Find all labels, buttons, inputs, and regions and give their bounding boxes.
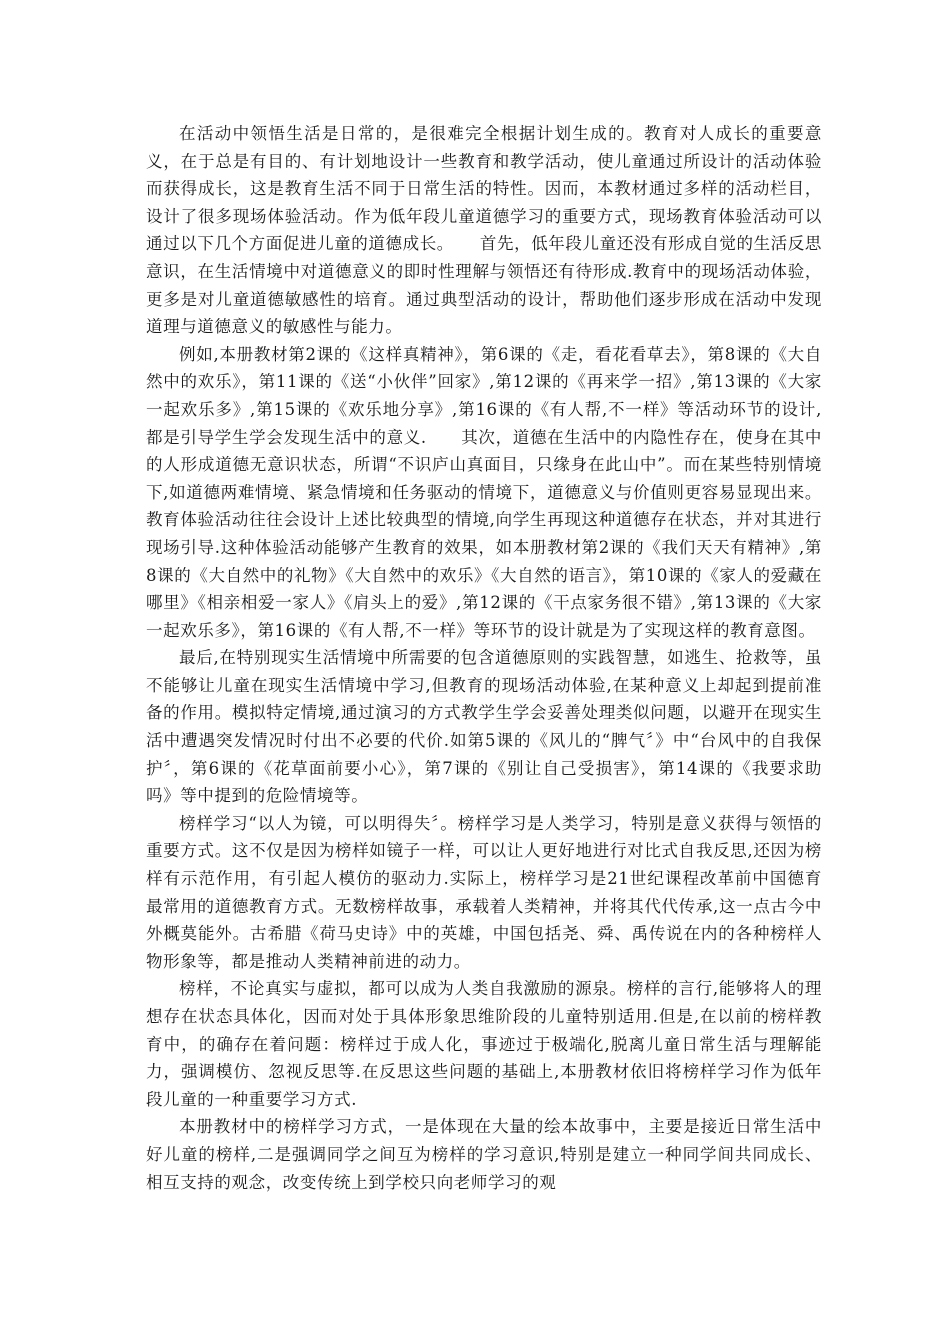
paragraph-practical-wisdom: 最后,在特别现实生活情境中所需要的包含道德原则的实践智慧，如逃生、抢救等，虽不能够让儿童在现实生活情境中学习,但教育的现场活动体验,在某种意义上却起到提前准备的作用。模拟特定情境,通过演习的方式教学生学会妥善处理类似问题，以避开在现实生活中遭遇突发情况时付出不必要的代价.如第5课的《风儿的“脾气〞》中“台风中的自我保护〞，第6课的《花草面前要小心》，第7课的《别让自己受损害》，第14课的《我要求助吗》等中提到的危险情境等。 [146,648,822,806]
paragraph-textbook-role-models: 本册教材中的榜样学习方式，一是体现在大量的绘本故事中，主要是接近日常生活中好儿童的榜样,二是强调同学之间互为榜样的学习意识,特别是建立一种同学间共同成长、相互支持的观念，改变传统上到学校只向老师学习的观 [146,1117,822,1192]
document-body [146,120,822,1196]
paragraph-examples-lessons: 例如,本册教材第2课的《这样真精神》，第6课的《走，看花看草去》，第8课的《大自然中的欢乐》，第11课的《送“小伙伴”回家》,第12课的《再来学一招》,第13课的《大家一起欢乐多》,第15课的《欢乐地分享》,第16课的《有人帮,不一样》等活动环节的设计,都是引导学生学会发现生活中的意义. 其次，道德在生活中的内隐性存在，使身在其中的人形成道德无意识状态，所谓“不识庐山真面目，只缘身在此山中”。而在某些特别情境下,如道德两难情境、紧急情境和任务驱动的情境下，道德意义与价值则更容易显现出来。教育体验活动往往会设计上述比较典型的情境,向学生再现这种道德存在状态，并对其进行现场引导.这种体验活动能够产生教育的效果，如本册教材第2课的《我们天天有精神》,第8课的《大自然中的礼物》《大自然中的欢乐》《大自然的语言》，第10课的《家人的爱藏在哪里》《相亲相爱一家人》《肩头上的爱》,第12课的《干点家务很不错》,第13课的《大家一起欢乐多》，第16课的《有人帮,不一样》等环节的设计就是为了实现这样的教育意图。 [146,344,822,640]
paragraph-activity-experience: 在活动中领悟生活是日常的，是很难完全根据计划生成的。教育对人成长的重要意义，在于总是有目的、有计划地设计一些教育和教学活动，使儿童通过所设计的活动体验而获得成长，这是教育生活不同于日常生活的特性。因而，本教材通过多样的活动栏目，设计了很多现场体验活动。作为低年段儿童道德学习的重要方式，现场教育体验活动可以通过以下几个方面促进儿童的道德成长。 首先，低年段儿童还没有形成自觉的生活反思意识，在生活情境中对道德意义的即时性理解与领悟还有待形成.教育中的现场活动体验，更多是对儿童道德敏感性的培育。通过典型活动的设计，帮助他们逐步形成在活动中发现道理与道德意义的敏感性与能力。 [146,124,822,337]
paragraph-role-model-learning: 榜样学习“以人为镜，可以明得失〞。榜样学习是人类学习，特别是意义获得与领悟的重要方式。这不仅是因为榜样如镜子一样，可以让人更好地进行对比式自我反思,还因为榜样有示范作用，有引起人模仿的驱动力.实际上，榜样学习是21世纪课程改革前中国德育最常用的道德教育方式。无数榜样故事，承载着人类精神，并将其代代传承,这一点古今中外概莫能外。古希腊《荷马史诗》中的英雄，中国包括尧、舜、禹传说在内的各种榜样人物形象等，都是推动人类精神前进的动力。 [146,813,822,971]
paragraph-role-model-source: 榜样，不论真实与虚拟，都可以成为人类自我激励的源泉。榜样的言行,能够将人的理想存在状态具体化，因而对处于具体形象思维阶段的儿童特别适用.但是,在以前的榜样教育中，的确存在着问题：榜样过于成人化，事迹过于极端化,脱离儿童日常生活与理解能力，强调模仿、忽视反思等.在反思这些问题的基础上,本册教材依旧将榜样学习作为低年段儿童的一种重要学习方式. [146,979,822,1109]
